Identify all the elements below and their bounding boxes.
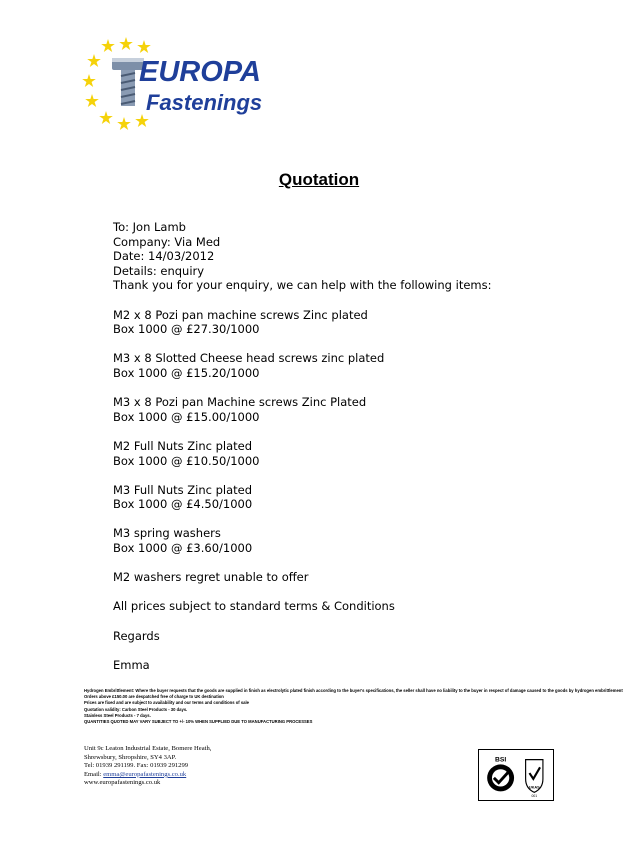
company-line: Company: Via Med [113,234,221,249]
disclaimer-line: Quotation validity: Carbon Steel Products - 30 days. [84,706,188,712]
disclaimer-line: Prices are fixed and are subject to availability and our terms and conditions of sale [84,700,249,706]
disclaimer-line: Hydrogen Embrittlement: Where the buyer requests that the goods are supplied in finish as electrolytic plated finish according to the buyer's specifications, the seller shall have no liability to the buyer in respect of damage caused to the goods by hydrogen embrittlement [84,688,623,693]
europa-fastenings-logo [84,34,284,134]
intro-line: Thank you for your enquiry, we can help with the following items: [113,278,492,293]
address-line: Unit 9c Leaton Industrial Estate, Bomere Heath, [84,745,212,752]
item-name: M3 Full Nuts Zinc plated [113,482,253,497]
item-price: Box 1000 @ £10.50/1000 [113,453,260,468]
disclaimer [84,688,623,725]
terms-note: All prices subject to standard terms & Conditions [113,599,395,614]
ukas-number: 001 [531,794,538,799]
disclaimer-line: QUANTITIES QUOTED MAY VARY SUBJECT TO +/- 10% WHEN SUPPLIED DUE TO MANUFACTURING PROCESSES [84,719,313,725]
logo-word-fastenings: Fastenings [146,90,263,115]
logo-word-europa: EUROPA [139,56,261,88]
bsi-text: BSI [495,756,507,764]
item-price: Box 1000 @ £27.30/1000 [113,322,260,337]
ukas-text: UKAS [528,785,540,790]
item-price: Box 1000 @ £15.20/1000 [113,365,260,380]
disclaimer-line: Stainless Steel Products - 7 days. [84,712,151,718]
bsi-logo [487,757,514,792]
regards-line: Regards [113,628,160,643]
email-line [84,771,384,780]
disclaimer-line: Orders above £150.00 are despatched free of charge to UK destination [84,694,224,700]
item-price: Box 1000 @ £4.50/1000 [113,497,253,512]
item-name: M2 x 8 Pozi pan machine screws Zinc plated [113,307,368,322]
email-label: Email: [84,770,104,778]
signature-line: Emma [113,657,150,672]
phone-line: Tel: 01939 291199. Fax: 01939 291299 [84,762,189,770]
item-price: Box 1000 @ £15.00/1000 [113,409,260,424]
item-name: M3 spring washers [113,526,221,541]
ukas-logo [526,760,543,799]
recipient-line: To: Jon Lamb [113,220,186,234]
item-price: Box 1000 @ £3.60/1000 [113,541,253,556]
page-title: Quotation [278,170,360,189]
address-line: Shrewsbury, Shropshire, SY4 3AP. [84,753,177,761]
website-line: www.europafastenings.co.uk [84,779,161,787]
email-link[interactable]: emma@europafastenings.co.uk [103,770,187,778]
quotation-body [113,220,553,672]
company-address [84,745,384,788]
item-name: M2 Full Nuts Zinc plated [113,438,253,453]
date-line: Date: 14/03/2012 [113,249,215,264]
details-line: Details: enquiry [113,263,205,278]
item-name: M3 x 8 Slotted Cheese head screws zinc plated [113,351,385,366]
item-name: M3 x 8 Pozi pan Machine screws Zinc Plated [113,395,367,410]
unavailable-note: M2 washers regret unable to offer [113,570,309,585]
certification-logos [478,749,554,801]
